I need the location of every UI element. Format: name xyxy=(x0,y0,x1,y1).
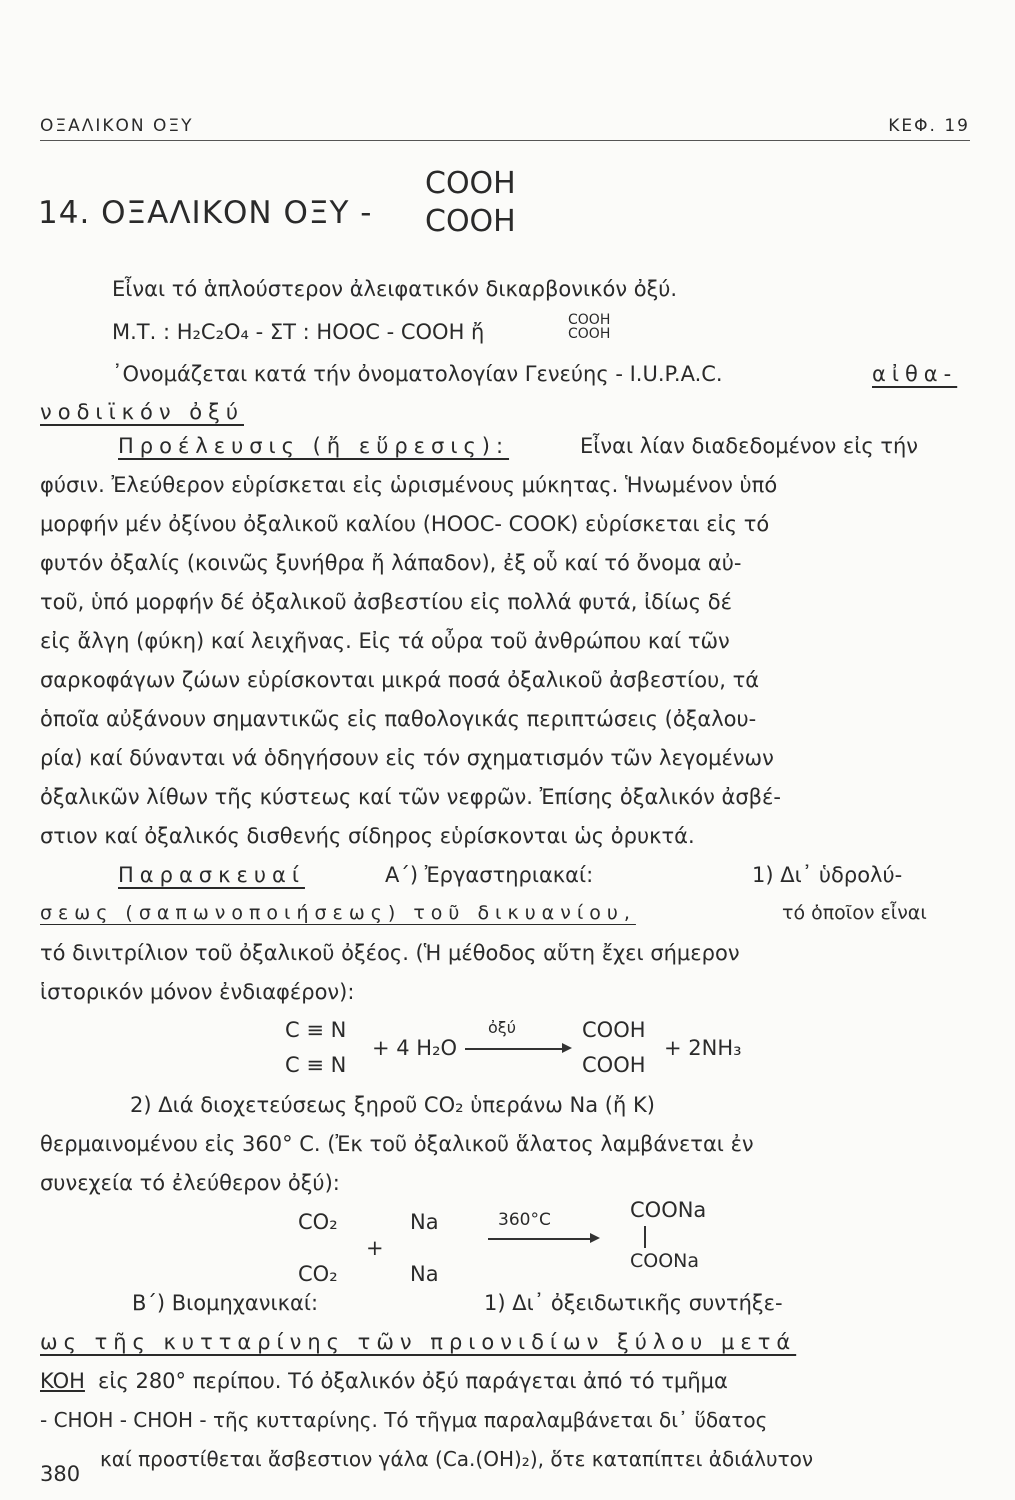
origin-line-5: εἰς ἄλγη (φύκη) καί λειχῆνας. Εἰς τά οὖρα τοῦ ἀνθρώπου καί τῶν xyxy=(40,629,730,653)
method-2-line-a: 2) Διά διοχετεύσεως ξηροῦ CO₂ ὑπεράνω Na (ἤ K) xyxy=(130,1093,655,1117)
title-formula-top: COOH xyxy=(425,166,516,201)
method-1-line-b: τό δινιτρίλιον τοῦ ὀξαλικοῦ ὀξέος. (Ἡ μέθοδος αὕτη ἔχει σήμερον xyxy=(40,941,740,965)
method-3-line-d: - CHOH - CHOH - τῆς κυτταρίνης. Τό τῆγμα παραλαμβάνεται δι᾿ ὕδατος xyxy=(40,1408,768,1432)
method-2-line-c: συνεχεία τό ἐλεύθερον ὀξύ): xyxy=(40,1171,340,1195)
lab-subheading: Α´) Ἐργαστηριακαί: xyxy=(385,863,594,887)
eq2-plus: + xyxy=(366,1236,384,1260)
eq1-side-product: + 2NH₃ xyxy=(664,1036,742,1060)
eq1-condition: ὀξύ xyxy=(488,1018,516,1037)
mt-formula-top: COOH xyxy=(568,312,611,328)
origin-line-3: φυτόν ὀξαλίς (κοινῶς ξυνήθρα ἤ λάπαδον), ἐξ οὗ καί τό ὄνομα αὐ- xyxy=(40,551,742,575)
eq1-reactant-2: C ≡ N xyxy=(285,1053,347,1077)
eq2-sodium-2: Na xyxy=(410,1262,439,1286)
eq2-arrow-head xyxy=(590,1233,600,1243)
method-1-line-c: ἱστορικόν μόνον ἐνδιαφέρον): xyxy=(40,980,355,1004)
eq1-plus-water: + 4 H₂O xyxy=(372,1036,458,1060)
origin-line-9: ὀξαλικῶν λίθων τῆς κύστεως καί τῶν νεφρῶν. Ἐπίσης ὀξαλικόν ἀσβέ- xyxy=(40,785,781,809)
header-title: ΟΞΑΛΙΚΟΝ ΟΞΥ xyxy=(40,116,194,136)
eq2-reactant-2: CO₂ xyxy=(298,1262,338,1286)
eq1-reactant-1: C ≡ N xyxy=(285,1018,347,1042)
iupac-name-2: νοδιϊκόν ὀξύ xyxy=(40,400,244,424)
origin-line-4: τοῦ, ὑπό μορφήν δέ ὀξαλικοῦ ἀσβεστίου εἰς πολλά φυτά, ἰδίως δέ xyxy=(40,590,732,614)
method-2-line-b: θερμαινομένου εἰς 360° C. (Ἐκ τοῦ ὀξαλικοῦ ἅλατος λαμβάνεται ἐν xyxy=(40,1132,754,1156)
title-formula-bottom: COOH xyxy=(425,204,516,239)
eq1-product-2: COOH xyxy=(582,1053,646,1077)
mt-formula xyxy=(568,313,610,341)
method-3-koh: KOH xyxy=(40,1369,85,1393)
origin-line-7: ὁποῖα αὐξάνουν σημαντικῶς εἰς παθολογικάς περιπτώσεις (ὀξαλου- xyxy=(40,707,757,731)
method-3-label: 1) Δι᾿ ὀξειδωτικῆς συντήξε- xyxy=(484,1291,783,1315)
naming-line: ᾿Ονομάζεται κατά τήν ὀνοματολογίαν Γενεύης - I.U.P.A.C. xyxy=(112,362,723,386)
origin-line-10: στιον καί ὀξαλικός δισθενής σίδηρος εὑρίσκονται ὡς ὀρυκτά. xyxy=(40,824,695,848)
eq2-reactant-1: CO₂ xyxy=(298,1210,338,1234)
eq1-arrow xyxy=(465,1048,565,1050)
running-header xyxy=(40,110,970,141)
method-3-line-c: εἰς 280° περίπου. Τό ὀξαλικόν ὀξύ παράγεται ἀπό τό τμῆμα xyxy=(98,1369,728,1393)
mt-formula-bottom: COOH xyxy=(568,326,611,342)
method-1-name: σεως (σαπωνοποιήσεως) τοῦ δικυανίου, xyxy=(40,902,636,924)
eq2-bond xyxy=(644,1226,646,1248)
eq2-arrow xyxy=(488,1238,593,1240)
origin-line-0: Εἶναι λίαν διαδεδομένον εἰς τήν xyxy=(580,434,919,458)
method-3-line-b: ως τῆς κυτταρίνης τῶν πριονιδίων ξύλου μετά xyxy=(40,1330,797,1354)
intro-line-1: Εἶναι τό ἁπλούστερον ἀλειφατικόν δικαρβονικόν ὀξύ. xyxy=(112,277,678,301)
eq2-condition: 360°C xyxy=(498,1210,551,1230)
molecular-formula-line: Μ.Τ. : H₂C₂O₄ - ΣΤ : HOOC - COOH ἤ xyxy=(112,320,485,344)
origin-line-1: φύσιν. Ἐλεύθερον εὑρίσκεται εἰς ὡρισμένους μύκητας. Ἡνωμένον ὑπό xyxy=(40,473,778,497)
preparation-heading: Παρασκευαί xyxy=(118,863,305,887)
title-formula xyxy=(425,165,516,241)
eq1-product-1: COOH xyxy=(582,1018,646,1042)
origin-line-6: σαρκοφάγων ζώων εὑρίσκονται μικρά ποσά ὀξαλικοῦ ἀσβεστίου, τά xyxy=(40,668,760,692)
method-1-rest: τό ὁποῖον εἶναι xyxy=(782,902,927,924)
origin-line-2: μορφήν μέν ὀξίνου ὀξαλικοῦ καλίου (HOOC- COOK) εὑρίσκεται εἰς τό xyxy=(40,512,770,536)
header-chapter: ΚΕΦ. 19 xyxy=(888,116,970,136)
page-number: 380 xyxy=(40,1462,81,1486)
origin-line-8: ρία) καί δύνανται νά ὁδηγήσουν εἰς τόν σχηματισμόν τῶν λεγομένων xyxy=(40,746,774,770)
eq1-arrow-head xyxy=(562,1043,572,1053)
eq2-product-2: COONa xyxy=(630,1250,700,1272)
method-1-label: 1) Δι᾿ ὑδρολύ- xyxy=(752,863,903,887)
method-3-line-e: καί προστίθεται ἄσβεστιον γάλα (Ca.(OH)₂), ὅτε καταπίπτει ἀδιάλυτον xyxy=(100,1447,814,1471)
eq2-product-1: COONa xyxy=(630,1198,707,1222)
industrial-subheading: Β´) Βιομηχανικαί: xyxy=(132,1291,319,1315)
section-title: 14. ΟΞΑΛΙΚΟΝ ΟΞΥ - xyxy=(38,195,373,231)
iupac-name-1: αἰθα- xyxy=(872,362,958,386)
origin-heading: Προέλευσις (ἤ εὕρεσις): xyxy=(118,434,510,458)
eq2-sodium-1: Na xyxy=(410,1210,439,1234)
